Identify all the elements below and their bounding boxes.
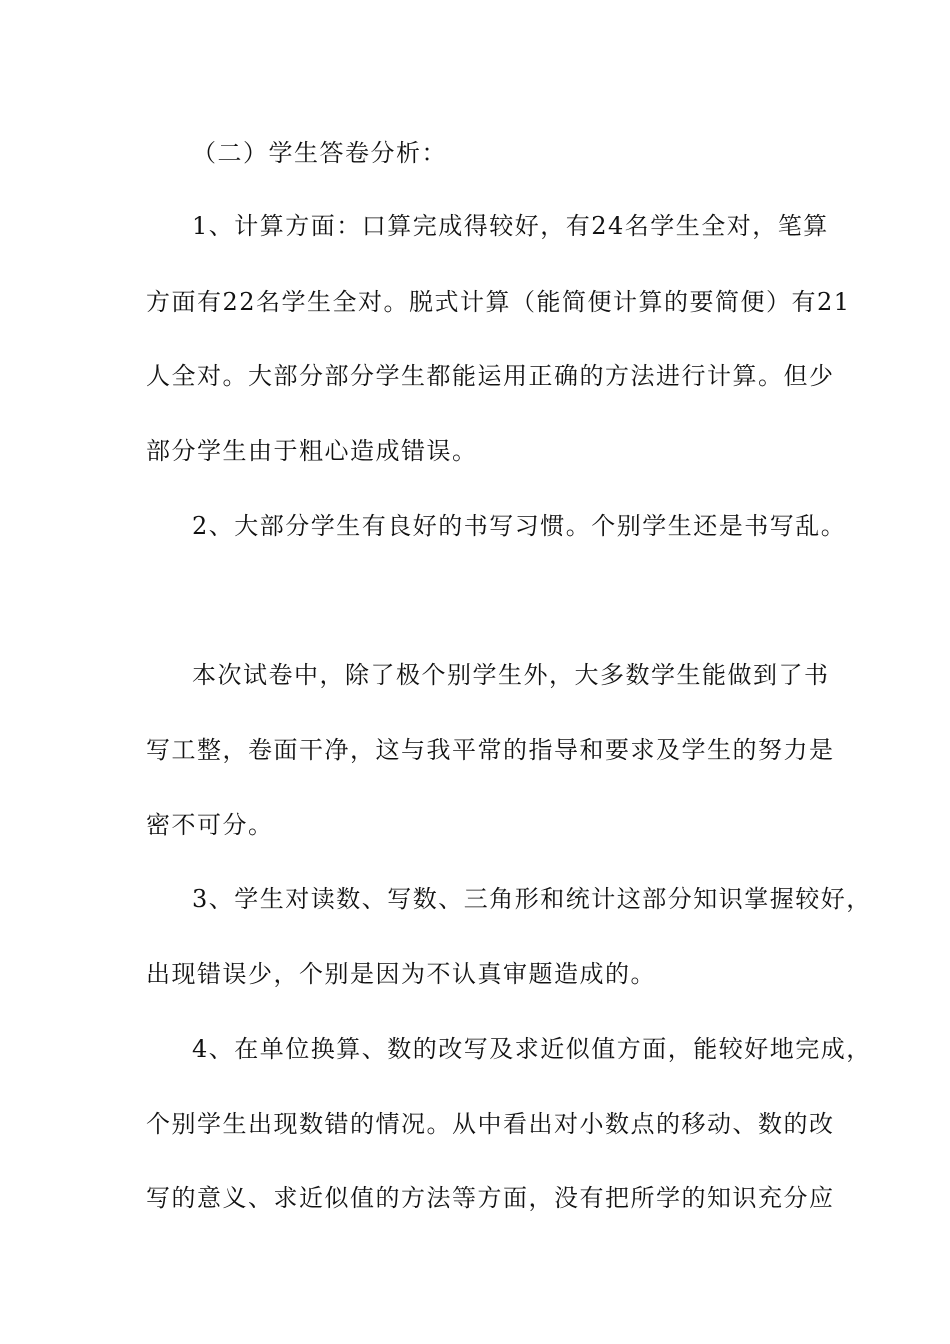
section-heading: （二）学生答卷分析：	[192, 139, 447, 167]
paragraph-line: 本次试卷中，除了极个别学生外，大多数学生能做到了书	[192, 661, 830, 689]
paragraph-line: 4、在单位换算、数的改写及求近似值方面，能较好地完成，	[192, 1035, 872, 1063]
paragraph-line: 密不可分。	[146, 811, 274, 839]
paragraph-line: 1、计算方面：口算完成得较好，有24名学生全对，笔算	[192, 212, 829, 240]
paragraph-line: 写的意义、求近似值的方法等方面，没有把所学的知识充分应	[146, 1184, 835, 1212]
paragraph-line: 3、学生对读数、写数、三角形和统计这部分知识掌握较好，	[192, 885, 872, 913]
paragraph-line: 人全对。大部分部分学生都能运用正确的方法进行计算。但少	[146, 362, 835, 390]
paragraph-line: 2、大部分学生有良好的书写习惯。个别学生还是书写乱。	[192, 512, 847, 540]
paragraph-line: 个别学生出现数错的情况。从中看出对小数点的移动、数的改	[146, 1110, 835, 1138]
paragraph-line: 写工整，卷面干净，这与我平常的指导和要求及学生的努力是	[146, 736, 835, 764]
paragraph-line: 出现错误少，个别是因为不认真审题造成的。	[146, 960, 656, 988]
paragraph-line: 方面有22名学生全对。脱式计算（能简便计算的要简便）有21	[146, 288, 851, 316]
paragraph-line: 部分学生由于粗心造成错误。	[146, 437, 478, 465]
